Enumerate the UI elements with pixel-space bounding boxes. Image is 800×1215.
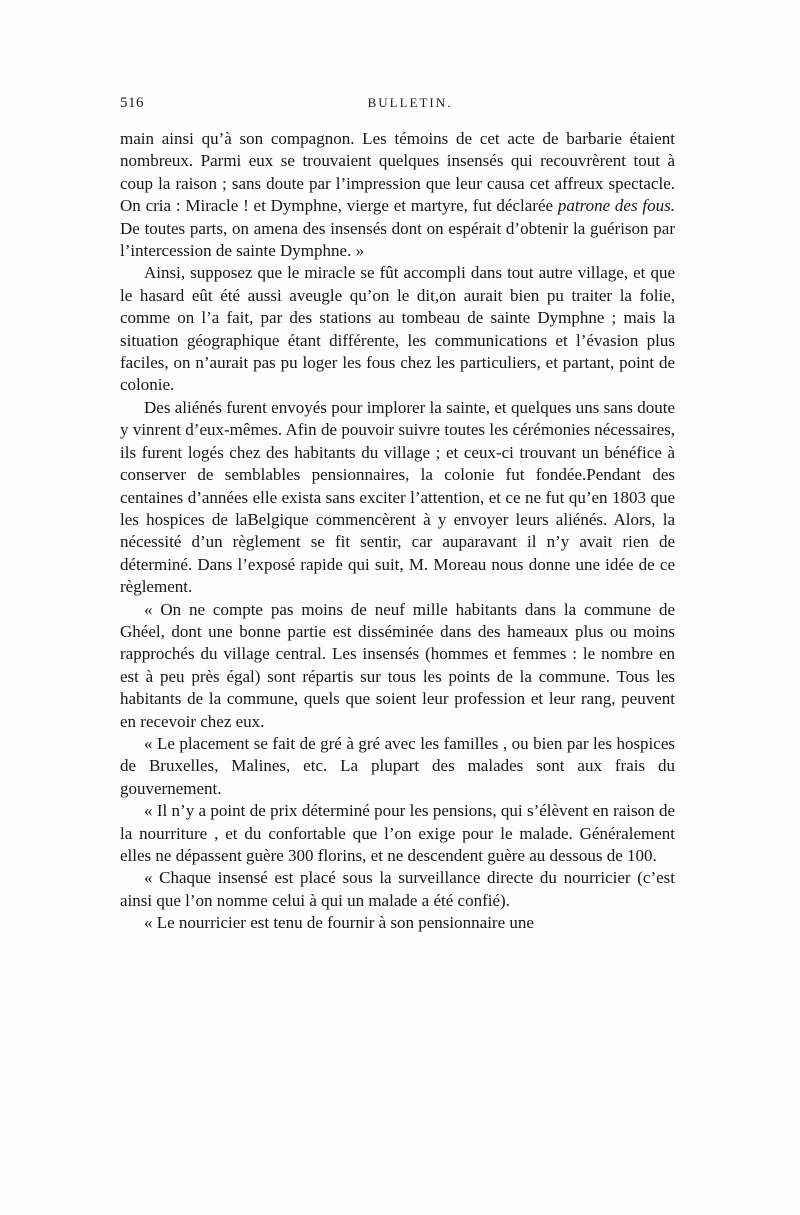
paragraph: « Il n’y a point de prix déterminé pour les pensions, qui s’élèvent en raison de la nourriture , et du confortable que l’on exige pour le malade. Généralement elles ne dépassent guère 300 florins, et ne descendent guère au dessous de 100. — [120, 801, 675, 865]
running-head: BULLETIN. — [367, 95, 453, 110]
body-text — [120, 128, 675, 935]
paragraph: « On ne compte pas moins de neuf mille habitants dans la commune de Ghéel, dont une bonne partie est disséminée dans des hameaux plus ou moins rapprochés du village central. Les insensés (hommes et femmes : le nombre en est à peu près égal) sont répartis sur tous les points de la commune. Tous les habitants de la commune, quels que soient leur profession et leur rang, peuvent en recevoir chez eux. — [120, 599, 675, 731]
paragraph: Ainsi, supposez que le miracle se fût accompli dans tout autre village, et que le hasard eût été aussi aveugle qu’on le dit,on aurait bien pu traiter la folie, comme on l’a fait, par des stations au tombeau de sainte Dymphne ; mais la situation géographique étant différente, les communications et l’évasion plus faciles, on n’aurait pas pu loger les fous chez les particuliers, et partant, point de colonie. — [120, 263, 675, 395]
paragraph: « Le nourricier est tenu de fournir à son pensionnaire une — [144, 913, 534, 933]
paragraph: Des aliénés furent envoyés pour implorer la sainte, et quelques uns sans doute y vinrent d’eux-mêmes. Afin de pouvoir suivre toutes les cérémonies nécessaires, ils furent logés chez des habitants du village ; et ceux-ci trouvant un bénéfice à conserver de semblables pensionnaires, la colonie fut fondée.Pendant des centaines d’années elle exista sans exciter l’attention, et ce ne fut qu’en 1803 que les hospices de laBelgique commencèrent à y envoyer leurs aliénés. Alors, la nécessité d’un règlement se fit sentir, car auparavant il n’y avait rien de déterminé. Dans l’exposé rapide qui suit, M. Moreau nous donne une idée de ce règlement. — [120, 397, 675, 597]
paragraph: « Le placement se fait de gré à gré avec les familles , ou bien par les hospices de Bruxelles, Malines, etc. La plupart des malades sont aux frais du gouvernement. — [120, 733, 675, 798]
paragraph — [120, 128, 675, 262]
page-number: 516 — [120, 95, 144, 111]
paragraph: « Chaque insensé est placé sous la surveillance directe du nourricier (c’est ainsi que l’on nomme celui à qui un malade a été confié). — [120, 868, 675, 910]
emphasis-text: patrone des fous. — [557, 196, 675, 216]
page-header — [120, 95, 680, 117]
paragraph-text: main ainsi qu’à son compagnon. Les témoins de cet acte de barbarie étaient nombreux. Parmi eux se trouvaient quelques insensés qui recouvrèrent tout à coup la raison ; sans doute par l’impression que leur causa cet affreux spectacle. On cria : Miracle ! et Dymphne, vierge et martyre, fut déclarée — [120, 129, 675, 216]
paragraph-text-after: De toutes parts, on amena des insensés dont on espérait d’obtenir la guérison par l’intercession de sainte Dymphne. » — [120, 218, 675, 261]
